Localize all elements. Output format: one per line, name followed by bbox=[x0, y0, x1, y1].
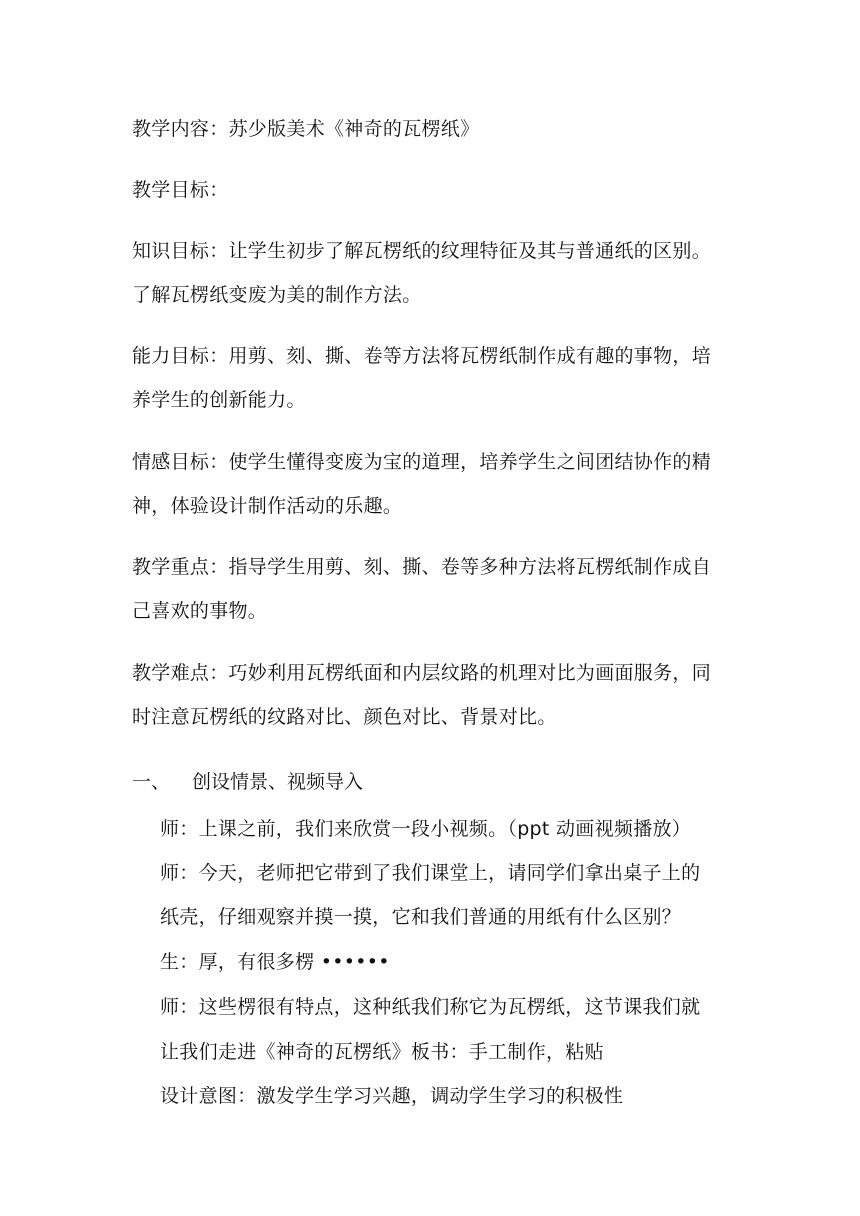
emotion-goal-line-1: 情感目标：使学生懂得变废为宝的道理，培养学生之间团结协作的精 bbox=[132, 451, 712, 473]
lesson-content-line: 教学内容：苏少版美术《神奇的瓦楞纸》 bbox=[132, 118, 480, 140]
dialogue-line-5: 师：这些楞很有特点，这种纸我们称它为瓦楞纸，这节课我们就 bbox=[160, 996, 701, 1018]
key-point-line-1: 教学重点：指导学生用剪、刻、撕、卷等多种方法将瓦楞纸制作成自 bbox=[132, 556, 712, 578]
section-number: 一、 bbox=[132, 771, 171, 793]
dialogue-line-1: 师：上课之前，我们来欣赏一段小视频。（ppt 动画视频播放） bbox=[160, 818, 692, 840]
dialogue-line-2: 师：今天，老师把它带到了我们课堂上，请同学们拿出桌子上的 bbox=[160, 862, 701, 884]
difficult-point-line-2: 时注意瓦楞纸的纹路对比、颜色对比、背景对比。 bbox=[132, 706, 557, 728]
difficult-point-line-1: 教学难点：巧妙利用瓦楞纸面和内层纹路的机理对比为画面服务，同 bbox=[132, 662, 712, 684]
dialogue-line-4: 生：厚，有很多楞 •••••• bbox=[160, 951, 390, 973]
knowledge-goal-line-1: 知识目标：让学生初步了解瓦楞纸的纹理特征及其与普通纸的区别。 bbox=[132, 240, 712, 262]
dialogue-line-6: 让我们走进《神奇的瓦楞纸》板书：手工制作，粘贴 bbox=[160, 1041, 604, 1063]
key-point-line-2: 己喜欢的事物。 bbox=[132, 600, 268, 622]
knowledge-goal-line-2: 了解瓦楞纸变废为美的制作方法。 bbox=[132, 284, 422, 306]
section-title: 创设情景、视频导入 bbox=[192, 771, 364, 793]
ability-goal-line-2: 养学生的创新能力。 bbox=[132, 389, 306, 411]
dialogue-line-3: 纸壳，仔细观察并摸一摸，它和我们普通的用纸有什么区别？ bbox=[160, 906, 682, 928]
ability-goal-line-1: 能力目标：用剪、刻、撕、卷等方法将瓦楞纸制作成有趣的事物，培 bbox=[132, 345, 712, 367]
goals-heading: 教学目标： bbox=[132, 179, 229, 201]
emotion-goal-line-2: 神，体验设计制作活动的乐趣。 bbox=[132, 495, 403, 517]
design-intent-line: 设计意图：激发学生学习兴趣，调动学生学习的积极性 bbox=[160, 1085, 624, 1107]
